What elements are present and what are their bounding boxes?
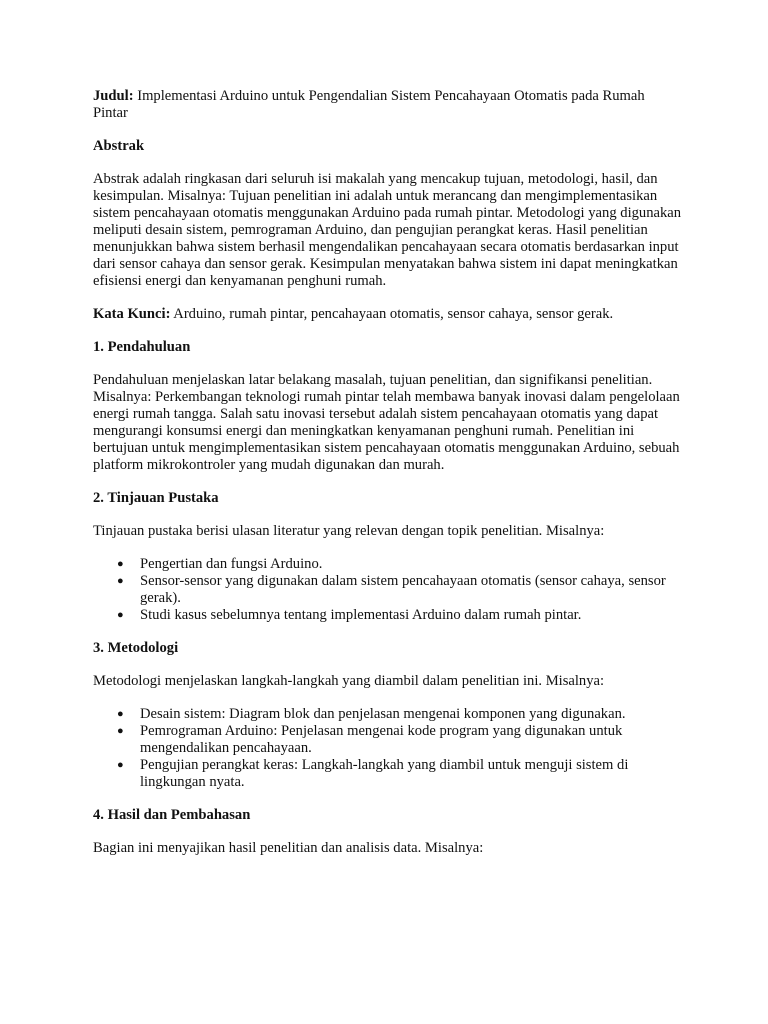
section-3-heading: 3. Metodologi	[93, 640, 179, 656]
bullet-icon: ●	[117, 725, 124, 737]
section-1-heading: 1. Pendahuluan	[93, 339, 191, 355]
list-item	[117, 723, 683, 757]
abstract-heading: Abstrak	[93, 138, 145, 154]
list-item	[117, 706, 683, 723]
section-2-list	[93, 556, 683, 624]
title-text: Implementasi Arduino untuk Pengendalian Sistem Pencahayaan Otomatis pada Rumah Pintar	[93, 88, 645, 121]
keywords-paragraph	[93, 306, 683, 323]
bullet-icon: ●	[117, 708, 124, 720]
section-3-list	[93, 706, 683, 791]
section-4-intro: Bagian ini menyajikan hasil penelitian dan analisis data. Misalnya:	[93, 840, 484, 856]
list-item-text: Desain sistem: Diagram blok dan penjelasan mengenai komponen yang digunakan.	[140, 706, 626, 722]
list-item-text: Pengertian dan fungsi Arduino.	[140, 556, 323, 572]
bullet-icon: ●	[117, 558, 124, 570]
list-item	[117, 573, 683, 607]
title-paragraph	[93, 88, 683, 122]
list-item-text: Studi kasus sebelumnya tentang implementasi Arduino dalam rumah pintar.	[140, 607, 582, 623]
list-item-text: Sensor-sensor yang digunakan dalam sistem pencahayaan otomatis (sensor cahaya, sensor gerak).	[140, 573, 666, 606]
section-3-intro: Metodologi menjelaskan langkah-langkah yang diambil dalam penelitian ini. Misalnya:	[93, 673, 605, 689]
keywords-text: Arduino, rumah pintar, pencahayaan otomatis, sensor cahaya, sensor gerak.	[170, 306, 614, 322]
list-item-text: Pengujian perangkat keras: Langkah-langkah yang diambil untuk menguji sistem di lingkungan nyata.	[140, 757, 629, 790]
bullet-icon: ●	[117, 609, 124, 621]
section-1-text: Pendahuluan menjelaskan latar belakang masalah, tujuan penelitian, dan signifikansi penelitian. Misalnya: Perkembangan teknologi rumah pintar telah membawa banyak inovasi dalam pengelolaan energi rumah tangga. Salah satu inovasi tersebut adalah sistem pencahayaan otomatis yang dapat mengurangi konsumsi energi dan meningkatkan kenyamanan penghuni rumah. Penelitian ini bertujuan untuk mengimplementasikan sistem pencahayaan otomatis menggunakan Arduino, sebuah platform mikrokontroler yang mudah digunakan dan murah.	[93, 372, 680, 473]
list-item-text: Pemrograman Arduino: Penjelasan mengenai kode program yang digunakan untuk mengendalikan pencahayaan.	[140, 723, 623, 756]
bullet-icon: ●	[117, 575, 124, 587]
title-label: Judul:	[93, 88, 134, 104]
list-item	[117, 556, 683, 573]
document-page	[93, 88, 683, 873]
abstract-text: Abstrak adalah ringkasan dari seluruh isi makalah yang mencakup tujuan, metodologi, hasil, dan kesimpulan. Misalnya: Tujuan penelitian ini adalah untuk merancang dan mengimplementasikan sistem pencahayaan otomatis menggunakan Arduino pada rumah pintar. Metodologi yang digunakan meliputi desain sistem, pemrograman Arduino, dan pengujian perangkat keras. Hasil penelitian menunjukkan bahwa sistem berhasil mengendalikan pencahayaan secara otomatis berdasarkan input dari sensor cahaya dan sensor gerak. Kesimpulan menyatakan bahwa sistem ini dapat meningkatkan efisiensi energi dan kenyamanan penghuni rumah.	[93, 171, 682, 289]
bullet-icon: ●	[117, 759, 124, 771]
section-4-heading: 4. Hasil dan Pembahasan	[93, 807, 251, 823]
list-item	[117, 757, 683, 791]
keywords-label: Kata Kunci:	[93, 306, 171, 322]
list-item	[117, 607, 683, 624]
section-2-heading: 2. Tinjauan Pustaka	[93, 490, 219, 506]
section-2-intro: Tinjauan pustaka berisi ulasan literatur yang relevan dengan topik penelitian. Misalnya:	[93, 523, 605, 539]
